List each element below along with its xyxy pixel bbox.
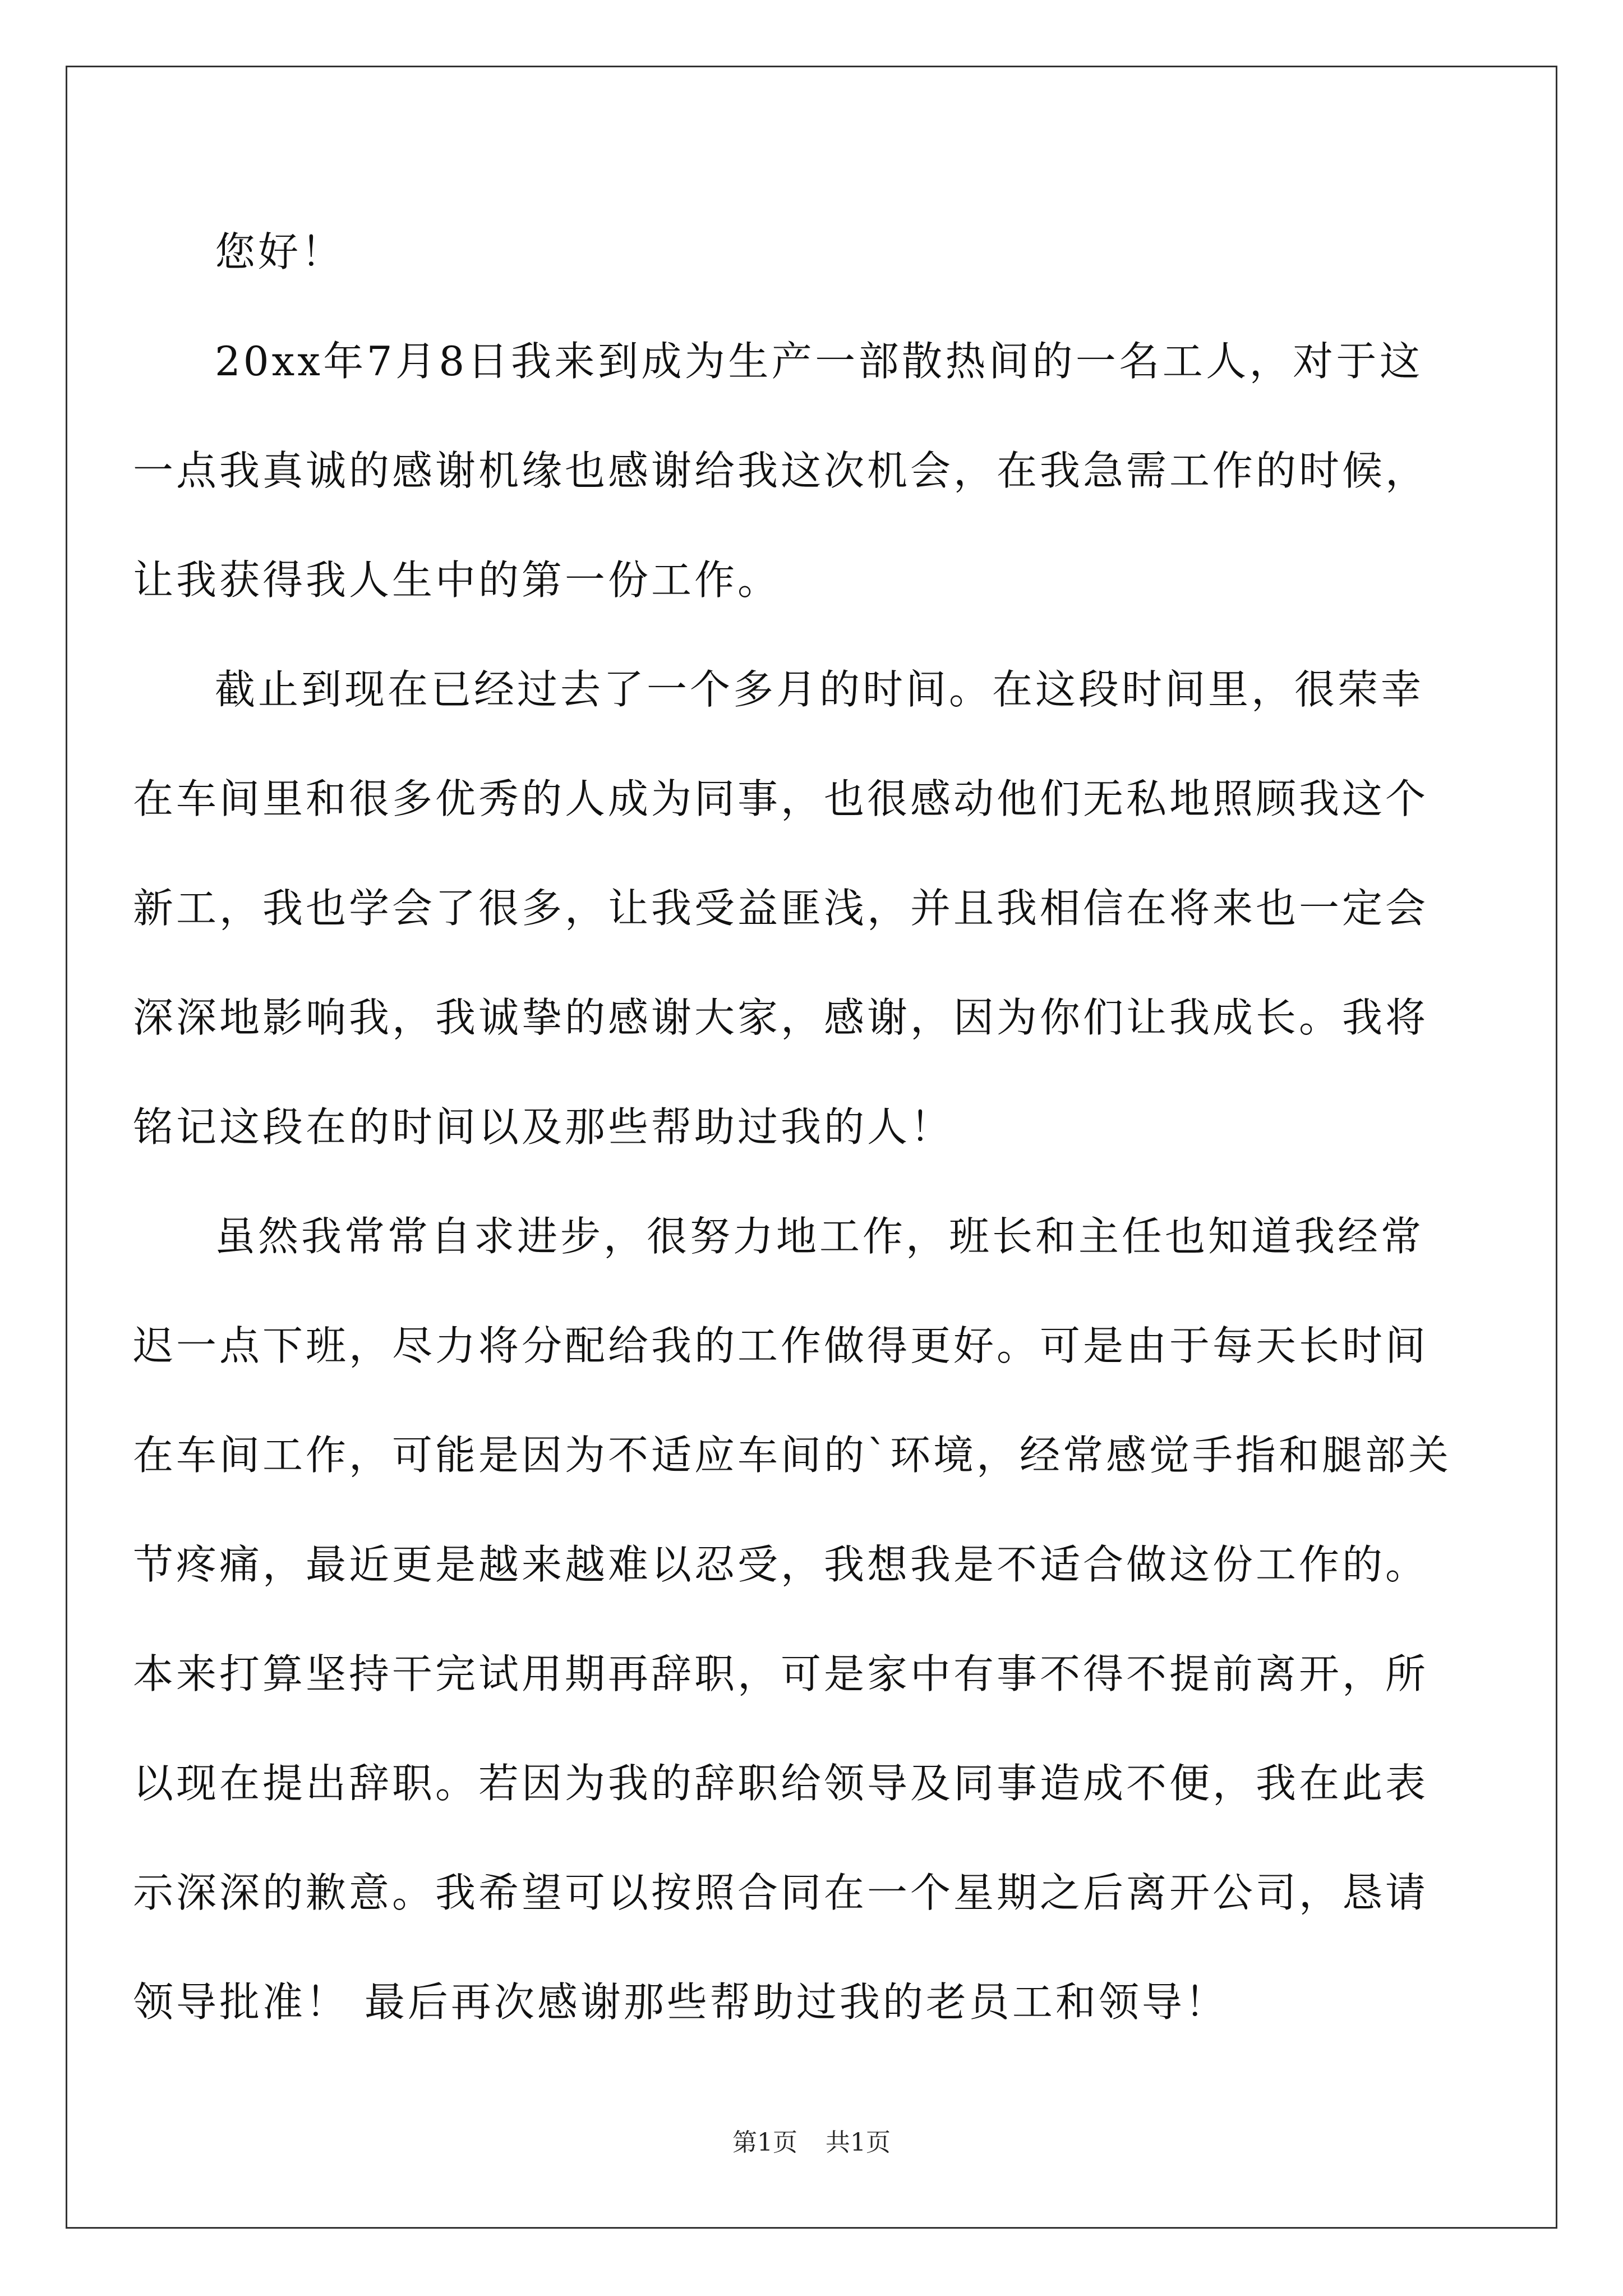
page-number-current: 第1页 [732, 2128, 797, 2157]
paragraph-1-line-3: 让我获得我人生中的第一份工作。 [133, 556, 781, 604]
paragraph-2-line-4: 深深地影响我，我诚挚的感谢大家，感谢，因为你们让我成长。我将 [133, 994, 1429, 1041]
paragraph-3-line-5: 本来打算坚持干完试用期再辞职，可是家中有事不得不提前离开，所 [133, 1650, 1429, 1697]
paragraph-3-line-4: 节疼痛，最近更是越来越难以忍受，我想我是不适合做这份工作的。 [133, 1541, 1429, 1588]
paragraph-2-line-5: 铭记这段在的时间以及那些帮助过我的人！ [133, 1103, 954, 1151]
paragraph-3-line-8: 领导批准！ 最后再次感谢那些帮助过我的老员工和领导！ [133, 1978, 1228, 2026]
paragraph-3-line-6: 以现在提出辞职。若因为我的辞职给领导及同事造成不便，我在此表 [133, 1760, 1429, 1807]
paragraph-3-line-3: 在车间工作，可能是因为不适应车间的`环境，经常感觉手指和腿部关 [133, 1432, 1452, 1479]
paragraph-3-line-7: 示深深的歉意。我希望可以按照合同在一个星期之后离开公司，恳请 [133, 1869, 1429, 1916]
paragraph-2-line-1: 截止到现在已经过去了一个多月的时间。在这段时间里，很荣幸 [215, 666, 1424, 713]
greeting-line: 您好！ [215, 228, 345, 275]
paragraph-1-line-2: 一点我真诚的感谢机缘也感谢给我这次机会，在我急需工作的时候， [133, 447, 1429, 494]
paragraph-2-line-3: 新工，我也学会了很多，让我受益匪浅，并且我相信在将来也一定会 [133, 885, 1429, 932]
page-number-total: 共1页 [826, 2128, 891, 2157]
paragraph-3-line-1: 虽然我常常自求进步，很努力地工作，班长和主任也知道我经常 [215, 1213, 1424, 1260]
paragraph-3-line-2: 迟一点下班，尽力将分配给我的工作做得更好。可是由于每天长时间 [133, 1322, 1429, 1369]
paragraph-1-line-1: 20xx年7月8日我来到成为生产一部散热间的一名工人，对于这 [215, 338, 1423, 385]
page-footer [0, 2126, 1623, 2160]
paragraph-2-line-2: 在车间里和很多优秀的人成为同事，也很感动他们无私地照顾我这个 [133, 775, 1429, 822]
